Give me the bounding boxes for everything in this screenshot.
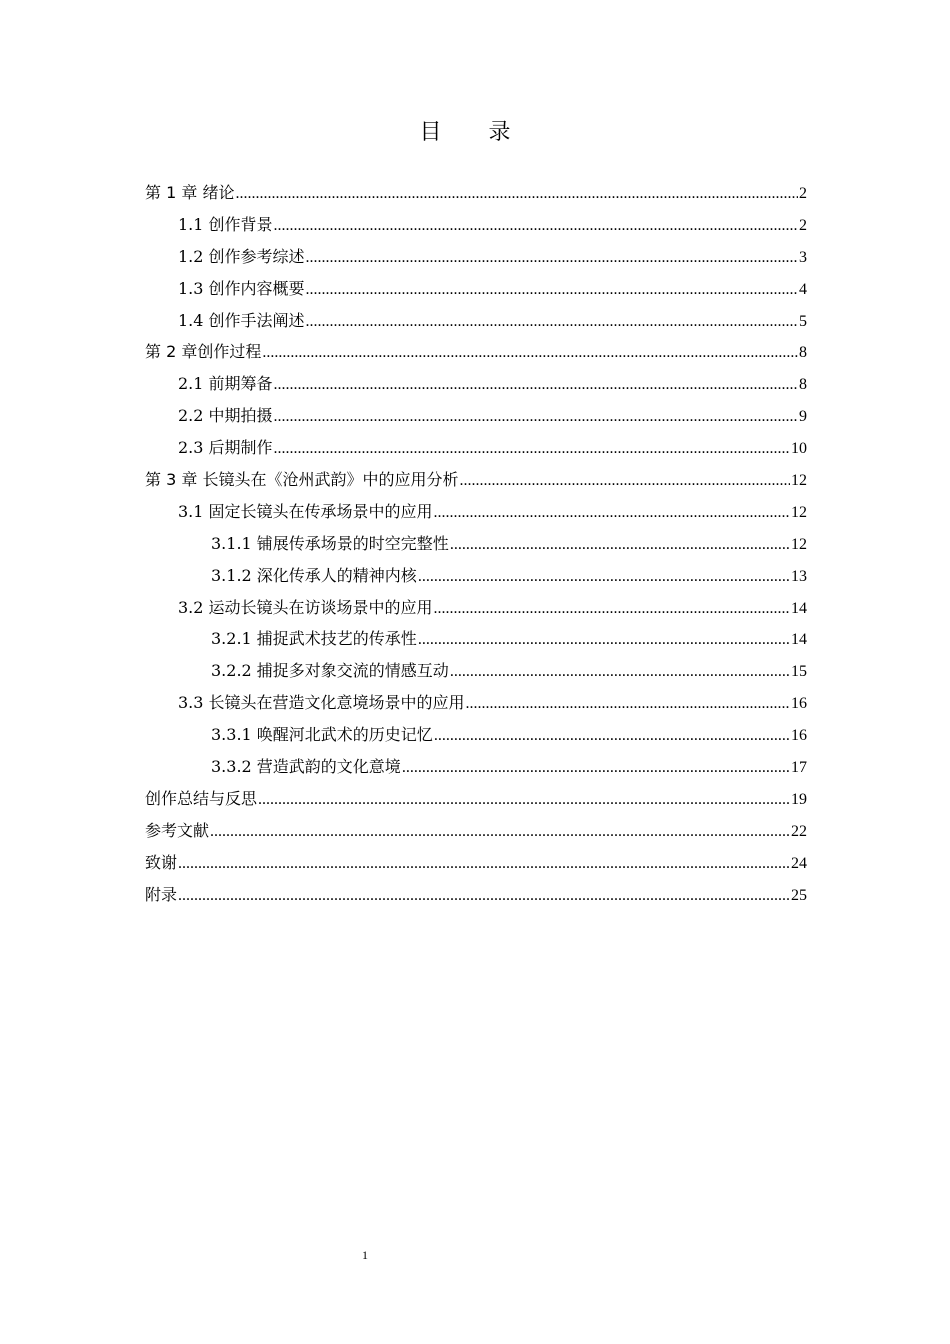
dot-leader [274, 376, 798, 394]
dot-leader [466, 695, 790, 713]
toc-entry[interactable] [145, 308, 807, 340]
toc-entry-page: 15 [791, 663, 807, 681]
dot-leader [450, 663, 790, 681]
toc-entry[interactable] [145, 818, 807, 850]
toc-entry-title: 3.2.1 捕捉武术技艺的传承性 [211, 629, 417, 649]
dot-leader [274, 408, 798, 426]
toc-entry[interactable] [145, 754, 807, 786]
toc-entry-page: 9 [799, 408, 807, 426]
toc-entry-title: 致谢 [145, 852, 178, 872]
toc-entry-title: 创作总结与反思 [145, 788, 258, 808]
dot-leader [235, 185, 798, 203]
toc-entry[interactable] [145, 371, 807, 403]
toc-entry-title: 1.2 创作参考综述 [178, 246, 305, 266]
toc-entry-title: 3.2.2 捕捉多对象交流的情感互动 [211, 661, 449, 681]
toc-entry-page: 5 [799, 312, 807, 330]
toc-entry[interactable] [145, 690, 807, 722]
dot-leader [418, 631, 790, 649]
toc-entry[interactable] [145, 180, 807, 212]
toc-entry-page: 14 [791, 599, 807, 617]
toc-entry[interactable] [145, 626, 807, 658]
toc-entry-title: 第 2 章创作过程 [145, 342, 262, 362]
dot-leader [262, 344, 798, 362]
toc-entry[interactable] [145, 403, 807, 435]
toc-entry-page: 12 [791, 535, 807, 553]
dot-leader [258, 791, 790, 809]
toc-entry-title: 3.3.1 唤醒河北武术的历史记忆 [211, 725, 433, 745]
dot-leader [450, 536, 790, 554]
dot-leader [274, 440, 790, 458]
dot-leader [210, 823, 790, 841]
toc-entry[interactable] [145, 563, 807, 595]
toc-entry-title: 2.1 前期筹备 [178, 374, 273, 394]
toc-entry-page: 16 [791, 695, 807, 713]
toc-entry-title: 1.3 创作内容概要 [178, 278, 305, 298]
toc-entry-page: 25 [791, 886, 807, 904]
toc-entry-page: 12 [791, 472, 807, 490]
toc-entry-title: 3.1.1 铺展传承场景的时空完整性 [211, 533, 449, 553]
dot-leader [178, 887, 790, 905]
dot-leader [434, 504, 790, 522]
toc-entry-page: 17 [791, 759, 807, 777]
toc-entry[interactable] [145, 212, 807, 244]
toc-entry-page: 3 [799, 248, 807, 266]
toc-entry[interactable] [145, 722, 807, 754]
toc-entry-title: 2.3 后期制作 [178, 438, 273, 458]
table-of-contents [145, 180, 807, 913]
toc-entry-title: 附录 [145, 884, 178, 904]
toc-entry-page: 4 [799, 280, 807, 298]
toc-entry[interactable] [145, 339, 807, 371]
toc-entry[interactable] [145, 499, 807, 531]
dot-leader [274, 217, 798, 235]
toc-entry-page: 10 [791, 440, 807, 458]
toc-entry-page: 16 [791, 727, 807, 745]
toc-entry-page: 8 [799, 344, 807, 362]
toc-entry-page: 12 [791, 503, 807, 521]
toc-entry-page: 22 [791, 822, 807, 840]
toc-entry[interactable] [145, 467, 807, 499]
dot-leader [434, 727, 790, 745]
toc-entry-title: 3.1 固定长镜头在传承场景中的应用 [178, 501, 433, 521]
dot-leader [459, 472, 790, 490]
page-number: 1 [362, 1248, 368, 1262]
toc-entry-page: 2 [799, 185, 807, 202]
toc-entry-title: 3.2 运动长镜头在访谈场景中的应用 [178, 597, 433, 617]
toc-entry-page: 24 [791, 854, 807, 872]
dot-leader [178, 855, 790, 873]
toc-entry-title: 3.1.2 深化传承人的精神内核 [211, 565, 417, 585]
dot-leader [306, 249, 798, 267]
toc-entry-title: 3.3.2 营造武韵的文化意境 [211, 757, 401, 777]
page-title: 目 录 [419, 120, 531, 145]
toc-entry-page: 2 [799, 216, 807, 234]
toc-entry-title: 参考文献 [145, 820, 210, 840]
toc-entry[interactable] [145, 882, 807, 914]
toc-entry[interactable] [145, 850, 807, 882]
dot-leader [306, 281, 798, 299]
toc-entry[interactable] [145, 658, 807, 690]
toc-entry-title: 3.3 长镜头在营造文化意境场景中的应用 [178, 693, 465, 713]
toc-entry-page: 19 [791, 790, 807, 808]
toc-entry[interactable] [145, 531, 807, 563]
dot-leader [306, 313, 798, 331]
toc-entry-page: 14 [791, 631, 807, 649]
toc-entry[interactable] [145, 786, 807, 818]
toc-entry-title: 第 1 章 绪论 [145, 183, 235, 202]
toc-entry[interactable] [145, 276, 807, 308]
toc-entry-page: 8 [799, 376, 807, 394]
toc-entry-title: 第 3 章 长镜头在《沧州武韵》中的应用分析 [145, 470, 459, 490]
dot-leader [402, 759, 790, 777]
toc-entry-page: 13 [791, 567, 807, 585]
toc-entry-title: 1.1 创作背景 [178, 214, 273, 234]
toc-entry[interactable] [145, 244, 807, 276]
toc-entry[interactable] [145, 435, 807, 467]
toc-entry-title: 2.2 中期拍摄 [178, 406, 273, 426]
toc-entry-title: 1.4 创作手法阐述 [178, 310, 305, 330]
toc-entry[interactable] [145, 595, 807, 627]
dot-leader [418, 568, 790, 586]
dot-leader [434, 600, 790, 618]
